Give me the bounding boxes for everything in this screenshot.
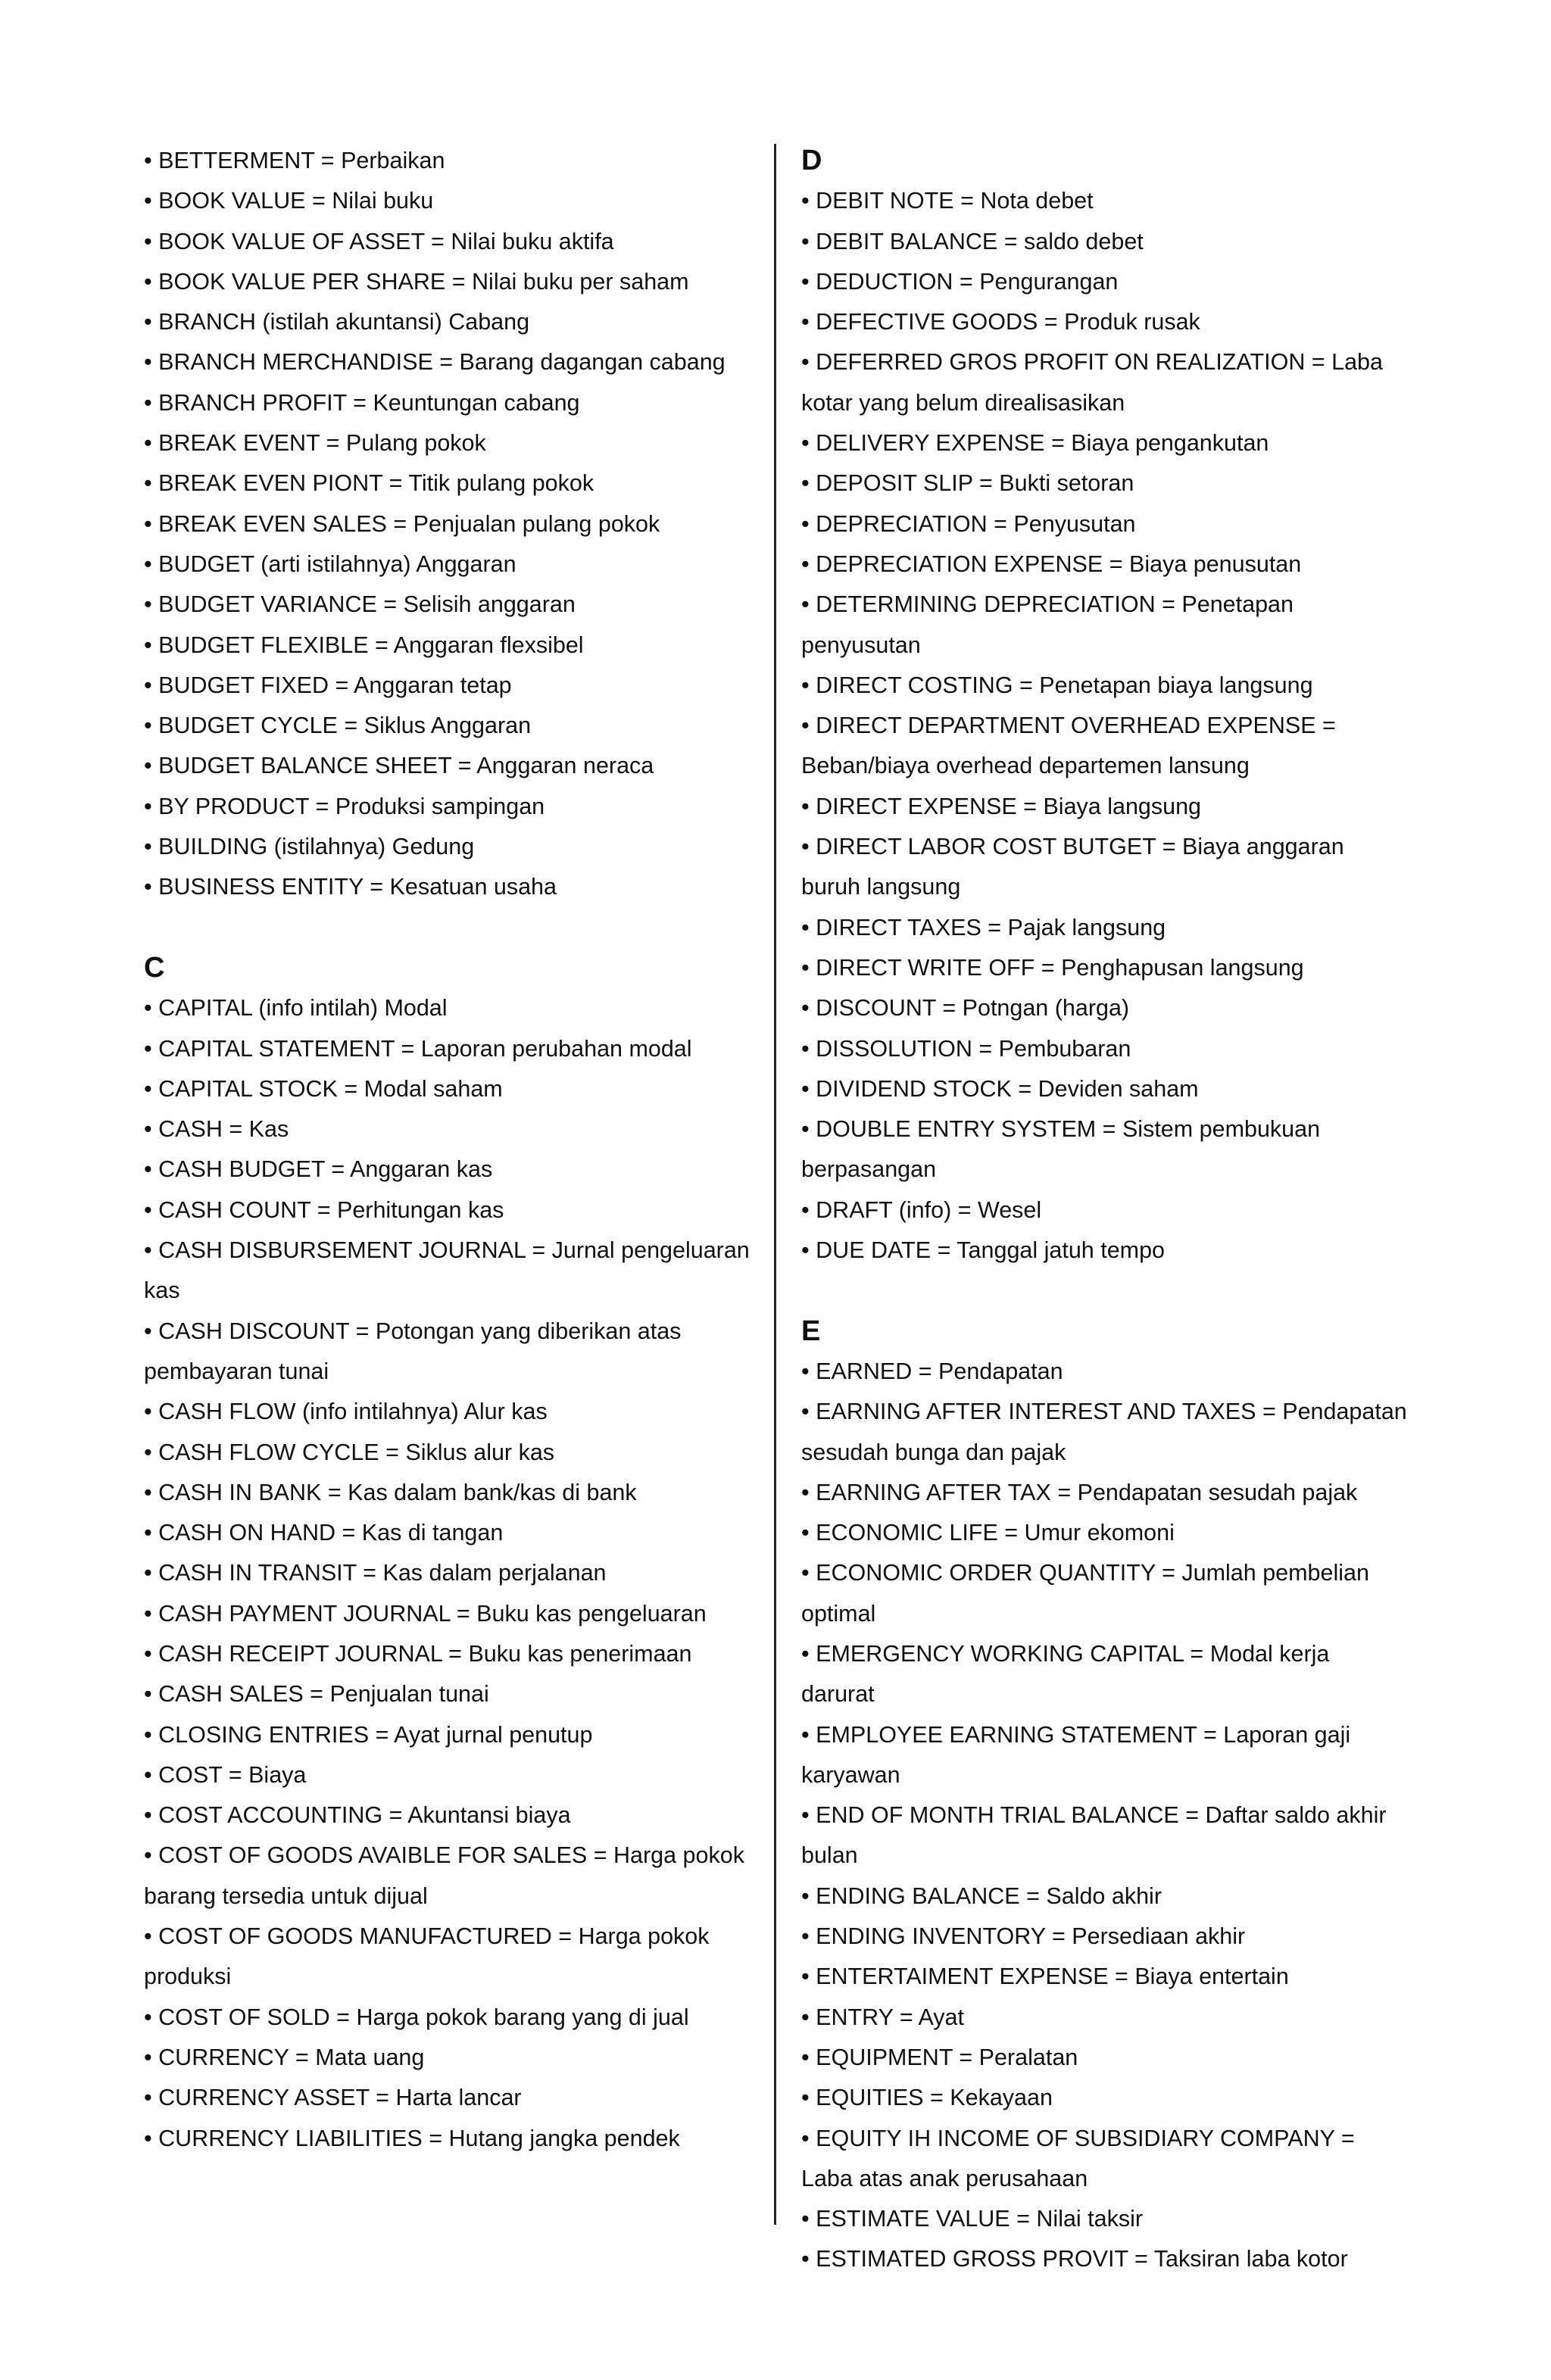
column-divider (774, 144, 776, 2225)
glossary-entry: • DETERMINING DEPRECIATION = Penetapan penyusutan (801, 591, 1294, 658)
glossary-entry: • DIRECT DEPARTMENT OVERHEAD EXPENSE = Beban/biaya overhead departemen lansung (801, 713, 1336, 779)
glossary-entry: • COST OF SOLD = Harga pokok barang yang di jual (144, 2004, 689, 2030)
glossary-entry: • DISSOLUTION = Pembubaran (801, 1035, 1131, 1062)
glossary-entry: • CASH FLOW CYCLE = Siklus alur kas (144, 1439, 555, 1465)
glossary-entry: • DEPOSIT SLIP = Bukti setoran (801, 470, 1134, 497)
section-e-heading: E (801, 1315, 821, 1347)
glossary-entry: • DEPRECIATION EXPENSE = Biaya penusutan (801, 551, 1302, 577)
glossary-entry: • ECONOMIC LIFE = Umur ekomoni (801, 1520, 1175, 1546)
glossary-entry: • EARNING AFTER TAX = Pendapatan sesudah pajak (801, 1479, 1358, 1505)
section-e-list (801, 1352, 1407, 2280)
glossary-entry: • EMERGENCY WORKING CAPITAL = Modal kerja darurat (801, 1640, 1330, 1708)
glossary-entry: • BRANCH PROFIT = Keuntungan cabang (144, 389, 580, 416)
glossary-entry: • BY PRODUCT = Produksi sampingan (144, 793, 545, 819)
glossary-entry: • DIRECT EXPENSE = Biaya langsung (801, 793, 1202, 819)
glossary-entry: • DEDUCTION = Pengurangan (801, 268, 1119, 295)
glossary-entry: • CASH BUDGET = Anggaran kas (144, 1156, 493, 1183)
glossary-entry: • CASH COUNT = Perhitungan kas (144, 1196, 504, 1223)
glossary-entry: • CASH PAYMENT JOURNAL = Buku kas pengeluaran (144, 1600, 707, 1627)
glossary-entry: • ENDING BALANCE = Saldo akhir (801, 1882, 1162, 1909)
section-d-heading: D (801, 145, 822, 176)
section-d-list (801, 181, 1407, 1271)
glossary-entry: • CASH DISCOUNT = Potongan yang diberikan atas pembayaran tunai (144, 1318, 682, 1384)
glossary-entry: • EQUIPMENT = Peralatan (801, 2044, 1078, 2070)
glossary-entry: • ESTIMATED GROSS PROVIT = Taksiran laba kotor (801, 2246, 1348, 2272)
glossary-entry: • DIRECT TAXES = Pajak langsung (801, 914, 1166, 940)
glossary-entry: • DEBIT NOTE = Nota debet (801, 188, 1094, 214)
section-c-list (144, 988, 765, 2159)
glossary-entry: • END OF MONTH TRIAL BALANCE = Daftar saldo akhir bulan (801, 1802, 1387, 1869)
glossary-entry: • DELIVERY EXPENSE = Biaya pengankutan (801, 430, 1269, 457)
section-gap (801, 1271, 1407, 1311)
glossary-entry: • EQUITY IH INCOME OF SUBSIDIARY COMPANY = Laba atas anak perusahaan (801, 2125, 1355, 2191)
glossary-entry: • BUDGET VARIANCE = Selisih anggaran (144, 591, 576, 618)
glossary-entry: • CAPITAL (info intilah) Modal (144, 995, 448, 1022)
glossary-entry: • ECONOMIC ORDER QUANTITY = Jumlah pembelian optimal (801, 1560, 1369, 1627)
glossary-entry: • BRANCH (istilah akuntansi) Cabang (144, 309, 530, 335)
left-column (144, 141, 765, 2159)
glossary-entry: • BUDGET CYCLE = Siklus Anggaran (144, 713, 532, 739)
section-c-heading: C (144, 951, 165, 984)
glossary-entry: • DEFECTIVE GOODS = Produk rusak (801, 309, 1200, 335)
glossary-entry: • CURRENCY LIABILITIES = Hutang jangka pendek (144, 2125, 680, 2151)
glossary-entry: • CLOSING ENTRIES = Ayat jurnal penutup (144, 1721, 593, 1748)
glossary-entry: • CAPITAL STATEMENT = Laporan perubahan modal (144, 1035, 692, 1062)
glossary-entry: • DRAFT (info) = Wesel (801, 1196, 1042, 1223)
glossary-entry: • DIRECT LABOR COST BUTGET = Biaya anggaran buruh langsung (801, 834, 1344, 900)
glossary-entry: • EMPLOYEE EARNING STATEMENT = Laporan gaji karyawan (801, 1721, 1351, 1788)
glossary-entry: • DEFERRED GROS PROFIT ON REALIZATION = Laba kotar yang belum direalisasikan (801, 349, 1383, 416)
glossary-entry: • BUDGET (arti istilahnya) Anggaran (144, 551, 516, 577)
glossary-entry: • CASH SALES = Penjualan tunai (144, 1681, 489, 1708)
glossary-entry: • DEPRECIATION = Penyusutan (801, 510, 1136, 537)
glossary-entry: • CURRENCY = Mata uang (144, 2044, 425, 2070)
glossary-entry: • CASH ON HAND = Kas di tangan (144, 1520, 504, 1546)
glossary-entry: • BOOK VALUE PER SHARE = Nilai buku per saham (144, 268, 689, 295)
glossary-entry: • BRANCH MERCHANDISE = Barang dagangan cabang (144, 349, 726, 376)
glossary-entry: • BREAK EVENT = Pulang pokok (144, 430, 486, 457)
glossary-entry: • BOOK VALUE = Nilai buku (144, 188, 434, 214)
glossary-entry: • COST OF GOODS MANUFACTURED = Harga pokok produksi (144, 1923, 710, 1990)
glossary-entry: • BETTERMENT = Perbaikan (144, 148, 445, 173)
glossary-entry: • ENTRY = Ayat (801, 2004, 964, 2030)
glossary-entry: • COST = Biaya (144, 1761, 307, 1788)
glossary-entry: • DUE DATE = Tanggal jatuh tempo (801, 1237, 1166, 1264)
glossary-entry: • DIRECT COSTING = Penetapan biaya langsung (801, 672, 1313, 698)
glossary-entry: • BREAK EVEN PIONT = Titik pulang pokok (144, 470, 594, 497)
glossary-entry: • BUSINESS ENTITY = Kesatuan usaha (144, 874, 557, 900)
glossary-entry: • ESTIMATE VALUE = Nilai taksir (801, 2206, 1144, 2232)
glossary-entry: • BOOK VALUE OF ASSET = Nilai buku aktifa (144, 228, 614, 254)
glossary-entry: • CASH FLOW (info intilahnya) Alur kas (144, 1399, 548, 1425)
glossary-entry: • BUDGET FLEXIBLE = Anggaran flexsibel (144, 632, 584, 658)
glossary-entry: • BREAK EVEN SALES = Penjualan pulang pokok (144, 510, 660, 537)
glossary-entry: • BUDGET BALANCE SHEET = Anggaran neraca (144, 753, 654, 779)
glossary-entry: • CASH IN BANK = Kas dalam bank/kas di bank (144, 1479, 637, 1505)
glossary-entry: • EQUITIES = Kekayaan (801, 2085, 1053, 2111)
glossary-entry: • CASH = Kas (144, 1116, 289, 1143)
glossary-entry: • DISCOUNT = Potngan (harga) (801, 995, 1130, 1022)
glossary-entry: • CASH IN TRANSIT = Kas dalam perjalanan (144, 1560, 607, 1586)
glossary-entry: • COST OF GOODS AVAIBLE FOR SALES = Harga pokok barang tersedia untuk dijual (144, 1842, 744, 1909)
right-column (801, 141, 1407, 2280)
glossary-entry: • EARNING AFTER INTEREST AND TAXES = Pendapatan sesudah bunga dan pajak (801, 1399, 1407, 1465)
glossary-entry: • CASH RECEIPT JOURNAL = Buku kas penerimaan (144, 1640, 692, 1667)
glossary-entry: • BUILDING (istilahnya) Gedung (144, 834, 475, 860)
glossary-entry: • COST ACCOUNTING = Akuntansi biaya (144, 1802, 571, 1829)
glossary-entry: • ENDING INVENTORY = Persediaan akhir (801, 1923, 1246, 1950)
glossary-entry: • CURRENCY ASSET = Harta lancar (144, 2085, 522, 2111)
glossary-entry: • CASH DISBURSEMENT JOURNAL = Jurnal pengeluaran kas (144, 1237, 750, 1304)
glossary-entry: • ENTERTAIMENT EXPENSE = Biaya entertain (801, 1964, 1289, 1990)
glossary-entry: • BUDGET FIXED = Anggaran tetap (144, 672, 512, 698)
glossary-entry: • DOUBLE ENTRY SYSTEM = Sistem pembukuan berpasangan (801, 1116, 1321, 1183)
glossary-entry: • DIRECT WRITE OFF = Penghapusan langsung (801, 954, 1304, 981)
glossary-entry: • CAPITAL STOCK = Modal saham (144, 1075, 503, 1102)
section-b-list (144, 141, 765, 908)
glossary-entry: • EARNED = Pendapatan (801, 1358, 1063, 1384)
glossary-entry: • DEBIT BALANCE = saldo debet (801, 228, 1144, 254)
glossary-entry: • DIVIDEND STOCK = Deviden saham (801, 1075, 1199, 1102)
section-gap (144, 908, 765, 948)
